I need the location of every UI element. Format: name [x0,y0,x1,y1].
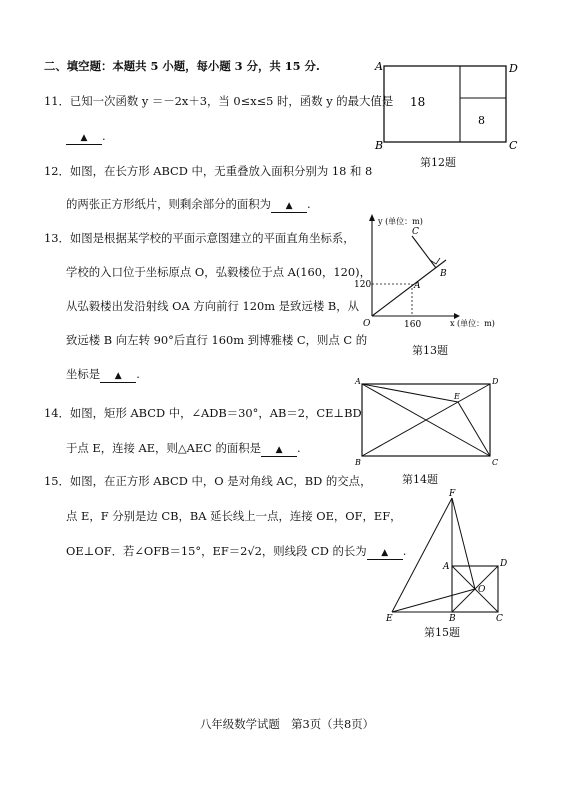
fig13-tick-120: 120 [354,280,372,290]
q14-answer-blank: ▲ [261,444,297,457]
fig12-label-B: B [375,139,384,150]
fig14-label-C: C [492,458,499,466]
q15-line3 [66,543,406,560]
figure-13 [350,212,530,334]
figure-14 [352,374,504,466]
q13-answer-blank: ▲ [100,370,136,383]
fig12-rectangle [384,66,506,142]
fig12-label-D: D [509,62,518,75]
q15-tail: . [402,544,407,558]
q12-line2 [66,196,311,213]
q11-line1: 11．已知一次函数 y ＝－2x＋3，当 0≤x≤5 时，函数 y 的最大值是 [44,94,394,108]
page-footer: 八年级数学试题 第3页（共8页） [200,717,374,731]
q11-tail: . [102,129,106,143]
q15-line2: 点 E，F 分别是边 CB，BA 延长线上一点，连接 OE，OF，EF， [66,509,402,523]
fig15-label-O: O [478,585,486,595]
q13-line4: 致远楼 B 向左转 90°后直行 160m 到博雅楼 C，则点 C 的 [66,333,368,347]
fig14-caption: 第14题 [402,473,438,486]
fig15-caption: 第15题 [424,626,460,639]
fig13-y-arrow-icon [369,214,375,221]
fig15-label-C: C [496,614,503,622]
fig12-label-A: A [375,60,383,73]
fig14-label-E: E [454,392,460,401]
q15-text: OE⊥OF．若∠OFB＝15°，EF＝2√2，则线段 CD 的长为 [66,544,367,558]
fig14-label-B: B [355,458,361,466]
fig15-segment-OF [452,498,475,589]
fig13-ray-OA [372,260,446,316]
q14-tail: . [297,441,301,455]
figure-12 [372,58,522,150]
fig13-label-B: B [440,269,447,279]
fig13-y-axis-label: y (单位：m) [378,217,423,226]
fig13-segment-BC [412,236,436,268]
fig14-segment-CE [458,402,490,456]
fig15-label-A: A [443,562,450,572]
q12-text: 的两张正方形纸片，则剩余部分的面积为 [66,197,272,211]
fig14-segment-AE [362,384,458,402]
fig13-label-C: C [412,227,419,237]
q12-line1: 12．如图，在长方形 ABCD 中，无重叠放入面积分别为 18 和 8 [44,164,373,178]
q11-answer-blank: ▲ [66,132,102,145]
q15-answer-blank: ▲ [367,547,403,560]
fig12-area-18: 18 [410,95,426,109]
fig15-label-B: B [449,614,456,622]
fig15-segment-EF [392,498,452,612]
q13-tail: . [136,367,140,381]
fig13-right-angle-mark [430,258,440,264]
q13-line1: 13．如图是根据某学校的平面示意图建立的平面直角坐标系， [44,231,355,245]
fig12-caption: 第12题 [420,156,456,169]
q14-line2 [66,440,301,457]
q13-line5 [66,366,140,383]
q14-line1: 14．如图，矩形 ABCD 中，∠ADB＝30°，AB＝2，CE⊥BD [44,406,362,420]
q14-text: 于点 E，连接 AE，则△AEC 的面积是 [66,441,262,455]
q13-line2: 学校的入口位于坐标原点 O，弘毅楼位于点 A(160，120)， [66,265,371,279]
q13-text: 坐标是 [66,367,101,381]
fig14-label-D: D [492,377,499,386]
q12-answer-blank: ▲ [271,200,307,213]
fig15-label-E: E [386,614,393,622]
fig12-area-8: 8 [478,114,485,127]
fig14-label-A: A [355,377,361,386]
fig13-tick-160: 160 [404,320,422,330]
q12-tail: . [307,197,311,211]
figure-15 [382,488,512,622]
section-header: 二、填空题：本题共 5 小题，每小题 3 分，共 15 分. [44,59,320,73]
q13-line3: 从弘毅楼出发沿射线 OA 方向前行 120m 是致远楼 B，从 [66,299,360,313]
fig13-label-O: O [363,319,371,329]
fig12-label-C: C [509,139,518,150]
q15-line1: 15．如图，在正方形 ABCD 中，O 是对角线 AC，BD 的交点， [44,474,372,488]
fig15-label-D: D [500,559,508,569]
fig15-segment-OE [392,589,475,612]
fig13-x-axis-label: x (单位：m) [450,319,495,328]
q11-line2 [66,128,106,145]
fig15-label-F: F [449,489,456,499]
fig13-label-A: A [414,281,421,291]
fig13-caption: 第13题 [412,344,448,357]
